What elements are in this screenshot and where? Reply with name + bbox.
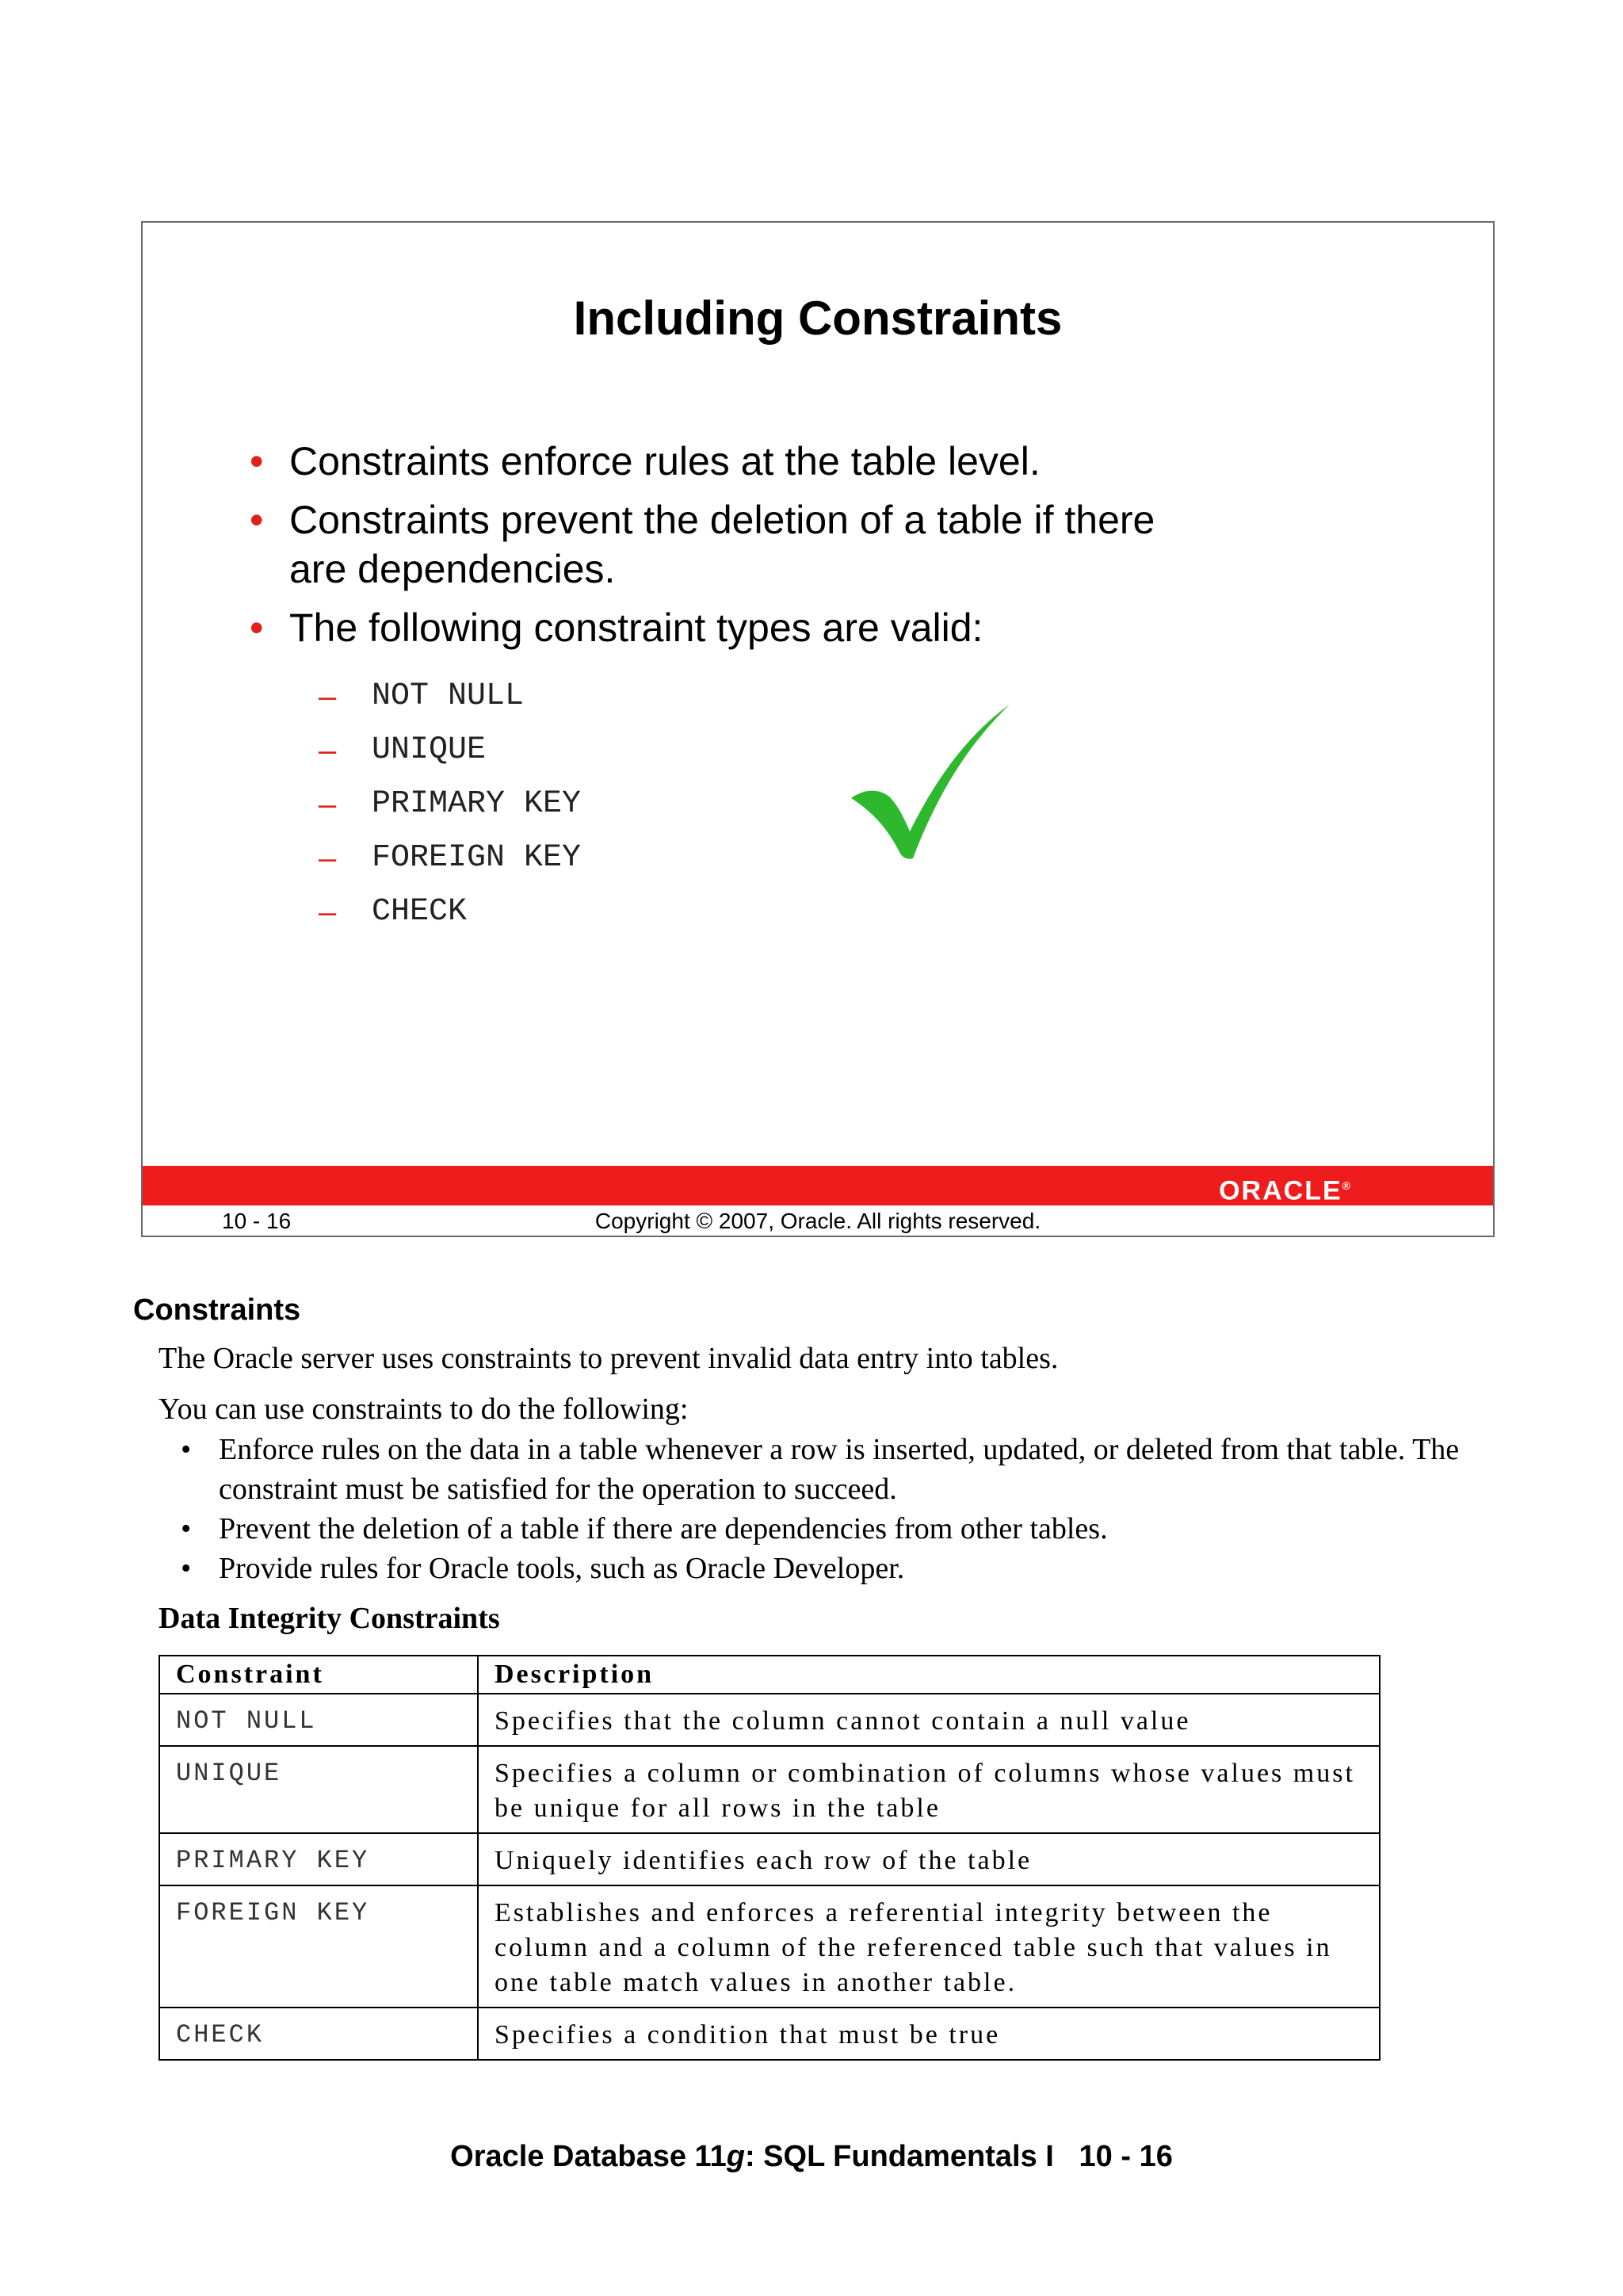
footer-page-number: : SQL Fundamentals I 10 - 16: [744, 2140, 1173, 2173]
oracle-logo: ORACLE®: [1219, 1175, 1352, 1206]
constraint-type-item: [319, 674, 581, 728]
constraint-cell: FOREIGN KEY: [159, 1885, 478, 2008]
constraint-type-name: NOT NULL: [372, 678, 525, 714]
slide-bullet-text: Constraints enforce rules at the table level.: [289, 439, 1041, 483]
description-cell: Specifies a condition that must be true: [478, 2008, 1380, 2060]
notes-paragraph: You can use constraints to do the following:: [158, 1392, 689, 1426]
slide-bullet: [250, 437, 1280, 486]
slide-bullet: [250, 495, 1161, 594]
slide-frame: [141, 221, 1495, 1237]
constraint-type-name: FOREIGN KEY: [372, 840, 582, 876]
notes-bullet-list: [181, 1430, 1465, 1588]
constraint-type-item: [319, 728, 581, 782]
dash-icon: –: [319, 733, 337, 768]
constraint-type-item: [319, 782, 581, 836]
table-row: [159, 1885, 1380, 2008]
oracle-red-bar: [143, 1166, 1493, 1205]
footer-title: Oracle Database 11: [450, 2140, 727, 2173]
constraint-type-item: [319, 836, 581, 890]
notes-bullet-text: Prevent the deletion of a table if there are dependencies from other tables.: [219, 1512, 1108, 1545]
bullet-dot-icon: •: [250, 606, 264, 650]
bullet-dot-icon: •: [181, 1433, 192, 1466]
slide-bullet-text: Constraints prevent the deletion of a table if there are dependencies.: [289, 498, 1155, 591]
constraint-type-name: PRIMARY KEY: [372, 786, 582, 822]
constraint-type-item: [319, 890, 581, 944]
table-heading: Data Integrity Constraints: [158, 1602, 500, 1635]
notes-paragraph: The Oracle server uses constraints to prevent invalid data entry into tables.: [158, 1342, 1059, 1375]
description-cell: Specifies a column or combination of columns whose values must be unique for all rows in the table: [478, 1746, 1380, 1833]
notes-bullet-text: Provide rules for Oracle tools, such as Oracle Developer.: [219, 1552, 905, 1585]
description-cell: Establishes and enforces a referential integrity between the column and a column of the referenced table such that values in one table match values in another table.: [478, 1885, 1380, 2008]
dash-icon: –: [319, 895, 337, 930]
slide-footer: [143, 1209, 1493, 1236]
footer-version-letter: g: [726, 2140, 745, 2173]
checkmark-icon: [846, 705, 1013, 863]
constraints-table: [158, 1655, 1381, 2061]
table-row: [159, 1833, 1380, 1885]
table-row: [159, 1694, 1380, 1746]
notes-heading: Constraints: [133, 1293, 301, 1327]
slide-number: 10 - 16: [222, 1209, 292, 1233]
dash-icon: –: [319, 841, 337, 876]
slide-bullet-list: [250, 437, 1280, 662]
page-footer: [0, 2140, 1623, 2174]
bullet-dot-icon: •: [250, 439, 264, 483]
dash-icon: –: [319, 787, 337, 822]
notes-bullet: [181, 1549, 1465, 1588]
constraint-cell: NOT NULL: [159, 1694, 478, 1746]
constraint-type-name: CHECK: [372, 894, 468, 930]
constraint-cell: CHECK: [159, 2008, 478, 2060]
slide-bullet: [250, 603, 1280, 652]
bullet-dot-icon: •: [250, 498, 264, 542]
notes-bullet: [181, 1430, 1465, 1509]
constraint-cell: UNIQUE: [159, 1746, 478, 1833]
bullet-dot-icon: •: [181, 1552, 192, 1585]
constraint-cell: PRIMARY KEY: [159, 1833, 478, 1885]
table-header-row: [159, 1656, 1380, 1694]
table-row: [159, 2008, 1380, 2060]
constraint-type-name: UNIQUE: [372, 732, 487, 768]
table-header-cell: Constraint: [159, 1656, 478, 1694]
notes-bullet: [181, 1509, 1465, 1549]
dash-icon: –: [319, 679, 337, 714]
description-cell: Specifies that the column cannot contain a null value: [478, 1694, 1380, 1746]
slide-bullet-text: The following constraint types are valid:: [289, 606, 983, 650]
constraint-type-list: [319, 674, 581, 944]
notes-bullet-text: Enforce rules on the data in a table whenever a row is inserted, updated, or deleted from that table. The constraint must be satisfied for the operation to succeed.: [219, 1433, 1460, 1506]
slide-title: Including Constraints: [573, 292, 1063, 345]
table-header-cell: Description: [478, 1656, 1380, 1694]
bullet-dot-icon: •: [181, 1512, 192, 1545]
table-row: [159, 1746, 1380, 1833]
description-cell: Uniquely identifies each row of the table: [478, 1833, 1380, 1885]
copyright-text: Copyright © 2007, Oracle. All rights reserved.: [594, 1209, 1041, 1233]
